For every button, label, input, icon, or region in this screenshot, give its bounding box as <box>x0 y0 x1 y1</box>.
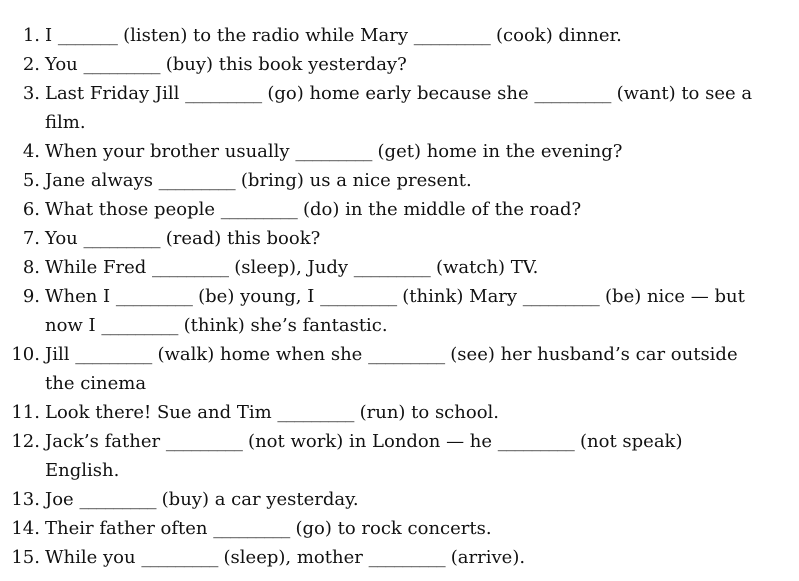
sentence-text <box>45 340 738 369</box>
exercise-line <box>0 253 799 282</box>
sentence-fragment: (not work) in London — he <box>242 431 498 452</box>
answer-blank[interactable]: _________ <box>83 54 160 75</box>
exercise-line <box>0 224 799 253</box>
sentence-text <box>45 427 682 456</box>
sentence-fragment: (arrive). <box>445 547 526 568</box>
item-number: 14. <box>11 518 40 539</box>
sentence-fragment: (sleep), mother <box>217 547 369 568</box>
exercise-line <box>0 50 799 79</box>
sentence-fragment: (buy) this book yesterday? <box>159 54 407 75</box>
sentence-text <box>45 224 320 253</box>
item-number: 15. <box>11 547 40 568</box>
item-number: 9. <box>22 286 40 307</box>
exercise-line <box>0 427 799 456</box>
sentence-fragment: (want) to see a <box>610 83 753 104</box>
answer-blank[interactable]: _________ <box>368 547 446 568</box>
sentence-fragment: You <box>45 54 84 75</box>
sentence-fragment: (think) she’s fantastic. <box>177 315 388 336</box>
sentence-text <box>45 369 146 398</box>
exercise-line <box>0 485 799 514</box>
sentence-text <box>45 79 752 108</box>
item-number: 12. <box>11 431 40 452</box>
exercise-line <box>0 137 799 166</box>
sentence-fragment: (read) this book? <box>159 228 321 249</box>
answer-blank[interactable]: _________ <box>185 83 262 104</box>
item-number: 6. <box>22 199 40 220</box>
answer-blank[interactable]: _________ <box>79 489 156 510</box>
sentence-fragment: (watch) TV. <box>430 257 539 278</box>
sentence-text <box>45 456 119 485</box>
sentence-fragment: Last Friday Jill <box>45 83 186 104</box>
exercise-line <box>0 195 799 224</box>
answer-blank[interactable]: _______ <box>57 25 118 46</box>
sentence-fragment: film. <box>45 112 86 133</box>
sentence-text <box>45 311 388 340</box>
exercise-line <box>0 514 799 543</box>
sentence-fragment: (be) nice — but <box>599 286 745 307</box>
sentence-text <box>45 108 86 137</box>
sentence-text <box>45 195 581 224</box>
exercise-line <box>0 398 799 427</box>
sentence-fragment: the cinema <box>45 373 147 394</box>
exercise-line <box>0 311 799 340</box>
sentence-fragment: When I <box>45 286 116 307</box>
answer-blank[interactable]: _________ <box>115 286 193 307</box>
sentence-fragment: Look there! Sue and Tim <box>45 402 278 423</box>
sentence-fragment: (buy) a car yesterday. <box>155 489 359 510</box>
exercise-line <box>0 79 799 108</box>
sentence-fragment: While Fred <box>45 257 152 278</box>
answer-blank[interactable]: _________ <box>353 257 431 278</box>
sentence-fragment: (get) home in the evening? <box>371 141 623 162</box>
sentence-fragment: now I <box>45 315 102 336</box>
answer-blank[interactable]: _________ <box>295 141 372 162</box>
sentence-text <box>45 282 745 311</box>
answer-blank[interactable]: _________ <box>522 286 600 307</box>
item-number: 7. <box>22 228 40 249</box>
item-number: 4. <box>22 141 40 162</box>
exercise-sheet <box>0 21 799 572</box>
sentence-fragment: English. <box>45 460 120 481</box>
answer-blank[interactable]: _________ <box>83 228 160 249</box>
sentence-fragment: (think) Mary <box>396 286 523 307</box>
sentence-text <box>45 21 622 50</box>
item-number: 2. <box>22 54 40 75</box>
sentence-fragment: Jane always <box>45 170 159 191</box>
sentence-fragment: (bring) us a nice present. <box>235 170 472 191</box>
sentence-fragment: (sleep), Judy <box>228 257 354 278</box>
item-number: 5. <box>22 170 40 191</box>
answer-blank[interactable]: _________ <box>141 547 218 568</box>
answer-blank[interactable]: _________ <box>101 315 178 336</box>
answer-blank[interactable]: _________ <box>151 257 229 278</box>
answer-blank[interactable]: _________ <box>75 344 152 365</box>
sentence-fragment: (do) in the middle of the road? <box>297 199 582 220</box>
answer-blank[interactable]: _________ <box>320 286 397 307</box>
sentence-fragment: (listen) to the radio while Mary <box>117 25 414 46</box>
exercise-line <box>0 369 799 398</box>
answer-blank[interactable]: _________ <box>534 83 611 104</box>
answer-blank[interactable]: _________ <box>213 518 290 539</box>
sentence-text <box>45 253 538 282</box>
answer-blank[interactable]: _________ <box>158 170 236 191</box>
answer-blank[interactable]: _________ <box>413 25 491 46</box>
exercise-line <box>0 543 799 572</box>
sentence-text <box>45 543 525 572</box>
item-number: 10. <box>11 344 40 365</box>
sentence-fragment: Jack’s father <box>45 431 166 452</box>
sentence-text <box>45 50 407 79</box>
item-number: 3. <box>22 83 40 104</box>
sentence-fragment: Their father often <box>45 518 214 539</box>
exercise-line <box>0 166 799 195</box>
sentence-fragment: (walk) home when she <box>151 344 369 365</box>
sentence-fragment: (be) young, I <box>192 286 321 307</box>
item-number: 11. <box>11 402 40 423</box>
sentence-fragment: While you <box>45 547 142 568</box>
answer-blank[interactable]: _________ <box>277 402 354 423</box>
sentence-text <box>45 137 622 166</box>
answer-blank[interactable]: _________ <box>220 199 298 220</box>
sentence-fragment: (run) to school. <box>353 402 500 423</box>
exercise-line <box>0 282 799 311</box>
sentence-text <box>45 166 472 195</box>
sentence-fragment: (see) her husband’s car outside <box>444 344 738 365</box>
exercise-line <box>0 21 799 50</box>
exercise-line <box>0 340 799 369</box>
item-number: 13. <box>11 489 40 510</box>
sentence-fragment: I <box>45 25 58 46</box>
sentence-text <box>45 398 499 427</box>
exercise-line <box>0 108 799 137</box>
item-number: 1. <box>22 25 40 46</box>
sentence-fragment: (cook) dinner. <box>490 25 622 46</box>
answer-blank[interactable]: _________ <box>497 431 575 452</box>
sentence-text <box>45 485 359 514</box>
sentence-fragment: When your brother usually <box>45 141 296 162</box>
sentence-fragment: Jill <box>45 344 76 365</box>
sentence-fragment: (go) to rock concerts. <box>289 518 492 539</box>
sentence-text <box>45 514 492 543</box>
answer-blank[interactable]: _________ <box>165 431 243 452</box>
sentence-fragment: (go) home early because she <box>261 83 535 104</box>
item-number: 8. <box>22 257 40 278</box>
answer-blank[interactable]: _________ <box>368 344 445 365</box>
exercise-line <box>0 456 799 485</box>
sentence-fragment: (not speak) <box>574 431 683 452</box>
sentence-fragment: What those people <box>45 199 221 220</box>
sentence-fragment: Joe <box>45 489 80 510</box>
sentence-fragment: You <box>45 228 84 249</box>
